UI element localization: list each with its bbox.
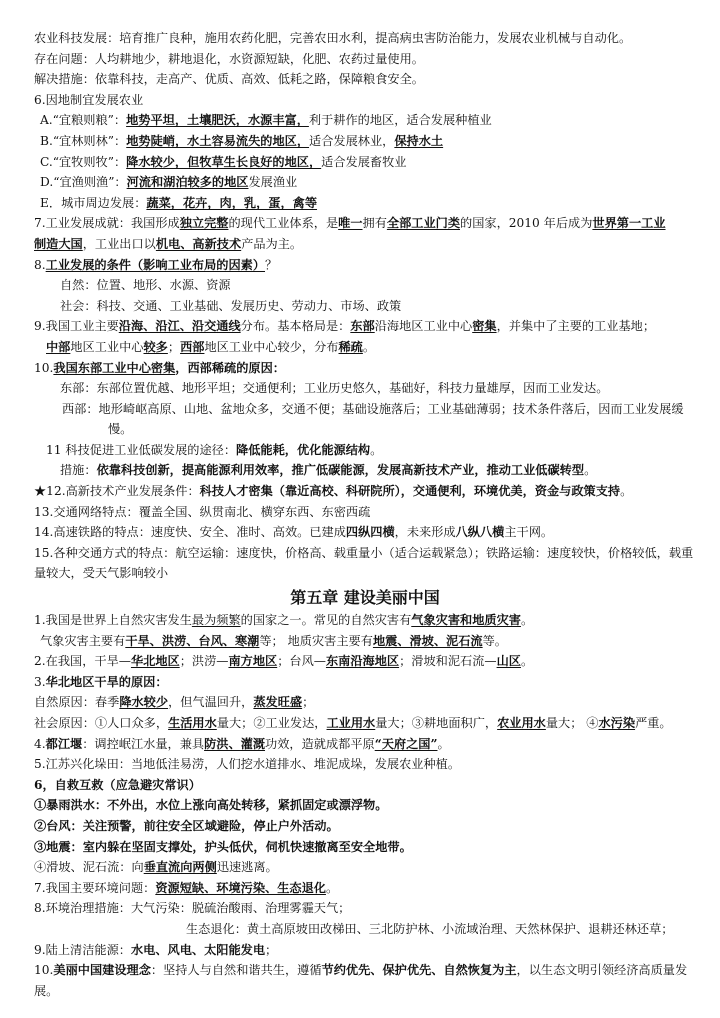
line-text: 东部：东部位置优越、地形平坦；交通便利；工业历史悠久，基础好，科技力量雄厚，因而工业发达。 [60,381,609,396]
emphasis-text: 稀疏 [338,339,363,354]
text-line [34,481,696,502]
line-text: 15.各种交通方式的特点：航空运输：速度快，价格高、载重量小（适合运载紧急）；铁路运输：速度较快，价格较低，载重量较大，受天气影响较小 [34,545,694,581]
line-text: 地区工业中心较少，分布 [204,339,339,354]
emphasis-text: 水污染 [598,716,636,730]
emphasis-text: 华北地区干旱的原因： [45,674,168,689]
line-text: ④滑坡、泥石流：向 [34,860,144,875]
text-line [34,440,696,461]
emphasis-text: 工业发展的条件（影响工业布局的因素） [45,257,266,272]
text-line [34,610,696,631]
text-line [34,275,696,296]
line-text: 解决措施：依靠科技，走高产、优质、高效、低耗之路，保障粮食安全。 [34,72,424,87]
line-text: ：坚持人与自然和谐共生，遵循 [150,963,322,978]
text-line [34,631,696,652]
chapter-title: 第五章 建设美丽中国 [290,588,440,608]
emphasis-text: 降低能耗，优化能源结构 [236,442,371,457]
section-chapter-5-notes [34,610,696,1001]
line-text: 。 [520,654,534,669]
emphasis-text: 较多 [143,339,168,354]
line-text: ；滑坡和泥石流— [399,654,497,669]
line-text: 3. [34,674,46,689]
line-text: 10. [34,360,54,375]
line-text: 生态退化：黄土高原坡田改梯田、三北防护林、小流域治理、天然林保护、退耕还林还草； [186,921,674,936]
line-text: 1.我国是世界上自然灾害发生 [34,613,192,628]
emphasis-text: 中部 [46,339,71,354]
emphasis-text: 防洪、灌溉 [204,736,266,751]
line-text: 8.环境治理措施：大气污染：脱硫治酸雨、治理雾霾天气； [34,901,351,916]
text-line [34,543,696,584]
line-text: ★12.高新技术产业发展条件： [34,484,200,499]
emphasis-text: 蔬菜，花卉，肉，乳，蛋，禽等 [146,195,318,210]
text-line [34,960,696,1001]
emphasis-text: 东部 [350,319,375,334]
line-text: 的现代工业体系，是 [228,216,339,231]
line-text: 。 [362,339,376,354]
emphasis-text: 地势陡峭，水土容易流失的地区， [126,133,310,148]
line-text: D.“宜渔则渔”： [40,175,127,190]
emphasis-text: 南方地区 [228,654,278,669]
line-text: A.“宜粮则粮”： [40,113,127,128]
line-text: C.“宜牧则牧”： [40,154,127,169]
line-text: 10. [34,963,54,978]
line-text: 。 [520,613,534,628]
text-line [34,816,696,837]
line-text: 措施： [60,463,97,478]
emphasis-text: 垂直流向两侧 [143,860,217,875]
emphasis-text: ①暴雨洪水：不外出，水位上涨向高处转移，紧抓固定或漂浮物。 [34,798,388,813]
text-line [34,734,696,755]
text-line [34,28,696,49]
text-line [34,754,696,775]
emphasis-text: 科技人才密集（靠近高校、科研院所），交通便利，环境优美，资金与政策支持 [199,484,621,499]
line-text: ； [167,339,181,354]
text-line [34,69,696,90]
line-text: 。 [620,484,633,499]
text-line [34,502,696,523]
text-line [34,399,696,440]
text-line [34,193,696,214]
line-text: 自然原因：春季 [34,695,120,710]
text-line [34,316,696,337]
emphasis-text: 我国东部工业中心密集 [53,360,176,375]
line-text: 9.我国工业主要 [34,319,119,334]
line-text: 社会：科技、交通、工业基础、发展历史、劳动力、市场、政策 [60,298,402,313]
line-text: 农业科技发展：培育推广良种，施用农药化肥，完善农田水利，提高病虫害防治能力，发展农业机械与自动化。 [34,31,632,45]
emphasis-text: 制造大国 [34,236,83,251]
line-text: 适合发展林业， [309,133,395,148]
emphasis-text: 全部工业门类 [386,216,461,231]
emphasis-text: 世界第一工业 [592,216,666,231]
line-text: ：调控岷江水量，兼具 [82,736,205,751]
emphasis-text: 机电、高新技术 [155,236,242,251]
emphasis-text: 气象灾害和地质灾害 [411,613,521,628]
line-text: 。 [325,880,339,895]
line-text: 量大；②工业发达， [216,716,327,730]
line-text: 沿海地区工业中心 [374,319,473,334]
line-text: E．城市周边发展： [40,195,147,210]
text-line [34,110,696,131]
emphasis-text: 水电、风电、太阳能发电 [130,942,266,957]
line-text: ，未来形成 [394,525,456,540]
text-line [34,672,696,693]
line-text: 等； 地质灾害主要有 [259,633,373,648]
line-text: 适合发展畜牧业 [321,154,407,169]
line-text: 地区工业中心 [70,339,144,354]
line-text: ，并集中了主要的工业基地； [496,319,656,334]
text-line [34,90,696,111]
text-line [34,213,696,234]
line-text: ？ [265,257,278,272]
emphasis-text: 美丽中国建设理念 [53,963,151,978]
text-line [34,378,696,399]
line-text: ，工业出口以 [82,236,156,251]
emphasis-text: 都江堰 [45,736,83,751]
text-line [34,172,696,193]
text-line [34,296,696,317]
line-text: 4. [34,736,46,751]
line-text: B.“宜林则林”： [40,133,127,148]
line-text: 迅速逃离。 [216,860,278,875]
line-text: ，但气温回升， [168,695,254,710]
line-text: ；台风— [277,654,326,669]
emphasis-text: 工业用水 [326,716,376,730]
text-line [34,255,696,276]
line-text: 存在问题：人均耕地少，耕地退化，水资源短缺，化肥、农药过量使用。 [34,51,424,66]
line-text: 的国家，2010 年后成为 [460,216,593,231]
text-line [34,837,696,858]
line-text: 等。 [482,633,507,648]
emphasis-text: 最为频繁 [191,613,241,628]
text-line [34,775,696,796]
line-text: 产品为主。 [241,236,303,251]
line-text: 量大；③耕地面积广， [375,716,498,730]
emphasis-text: 独立完整 [179,216,229,231]
line-text: 拥有 [362,216,387,231]
text-line [34,692,696,713]
line-text: 气象灾害主要有 [40,633,126,648]
line-text: 的国家之一。常见的自然灾害有 [240,613,412,628]
line-text: 。 [584,463,597,478]
text-line [34,898,696,919]
emphasis-text: 八纵八横 [455,525,505,540]
line-text: 分布。基本格局是： [240,319,351,334]
emphasis-text: 河流和湖泊较多的地区 [126,175,249,190]
line-text: 5.江苏兴化垛田：当地低洼易涝，人们挖水道排水、堆泥成垛，发展农业种植。 [34,757,461,772]
line-text: 西部：地形崎岖高原、山地、盆地众多，交通不便；基础设施落后；工业基础薄弱；技术条件落后，因而工业发展缓慢。 [62,401,684,437]
text-line [34,49,696,70]
text-line [34,234,696,255]
line-text: 。 [370,442,383,457]
emphasis-text: 资源短缺、环境污染、生态退化 [155,880,326,895]
emphasis-text: 生活用水 [168,716,217,730]
emphasis-text: 密集 [472,319,497,334]
line-text: 功效，造就成都平原 [265,736,375,751]
text-line [34,358,696,379]
line-text: 。 [437,736,450,751]
text-line [34,940,696,961]
line-text: 14.高速铁路的特点：速度快、安全、准时、高效。已建成 [34,525,346,540]
emphasis-text: ，西部稀疏的原因： [175,360,285,375]
emphasis-text: “天府之国” [374,736,438,751]
line-text: 严重。 [635,716,672,730]
text-line [34,795,696,816]
line-text: ，以生态文明引领经济高质量发展。 [34,963,688,998]
emphasis-text: 蒸发旺盛 [253,695,303,710]
emphasis-text: 干旱、洪涝、台风、寒潮 [125,633,260,648]
text-line [34,460,696,481]
line-text: 量大； ④ [545,716,599,730]
emphasis-text: 保持水土 [394,133,444,148]
line-text: 利于耕作的地区，适合发展种植业 [308,113,492,128]
emphasis-text: 华北地区 [130,654,180,669]
line-text: 11 科技促进工业低碳发展的途径： [46,442,237,457]
line-text: ；洪涝— [179,654,229,669]
emphasis-text: 降水较少，但牧草生长良好的地区， [126,154,322,169]
text-line [34,337,696,358]
text-line [34,522,696,543]
line-text: 发展渔业 [248,175,298,190]
line-text: 13.交通网络特点：覆盖全国、纵贯南北、横穿东西、东密西疏 [34,504,371,519]
text-line [34,857,696,878]
line-text: 8. [34,257,46,272]
line-text: 自然：位置、地形、水源、资源 [60,278,231,293]
line-text: 2.在我国，干旱— [34,654,131,669]
text-line [34,919,696,940]
text-line [34,152,696,173]
line-text: 9.陆上清洁能源： [34,942,131,957]
line-text: 7.我国主要环境问题： [34,880,156,895]
line-text: 6.因地制宜发展农业 [34,92,144,107]
emphasis-text: 6，自救互救（应急避灾常识） [34,777,201,792]
text-line [34,651,696,672]
emphasis-text: ②台风：关注预警，前往安全区域避险，停止户外活动。 [34,818,339,833]
emphasis-text: ③地震：室内躲在坚固支撑处，护头低伏，伺机快速撤离至安全地带。 [34,839,412,854]
line-text: 社会原因：①人口众多， [34,716,169,730]
emphasis-text: 节约优先、保护优先、自然恢复为主 [321,963,517,978]
emphasis-text: 山区 [496,654,521,669]
line-text: 7.工业发展成就：我国形成 [34,216,180,231]
emphasis-text: 四纵四横 [345,525,395,540]
emphasis-text: 地势平坦，土壤肥沃，水源丰富， [126,113,309,128]
line-text: ； [265,942,278,957]
section-chapter-4-notes [34,28,696,584]
emphasis-text: 西部 [180,339,205,354]
text-line [34,131,696,152]
text-line [34,878,696,899]
emphasis-text: 唯一 [338,216,363,231]
text-line [34,713,696,734]
emphasis-text: 东南沿海地区 [325,654,400,669]
emphasis-text: 农业用水 [497,716,546,730]
line-text: ； [302,695,315,710]
emphasis-text: 降水较少 [119,695,169,710]
emphasis-text: 地震、滑坡、泥石流 [372,633,483,648]
line-text: 主干网。 [504,525,554,540]
emphasis-text: 沿海、沿江、沿交通线 [118,319,241,334]
emphasis-text: 依靠科技创新，提高能源利用效率，推广低碳能源，发展高新技术产业，推动工业低碳转型 [96,463,585,478]
